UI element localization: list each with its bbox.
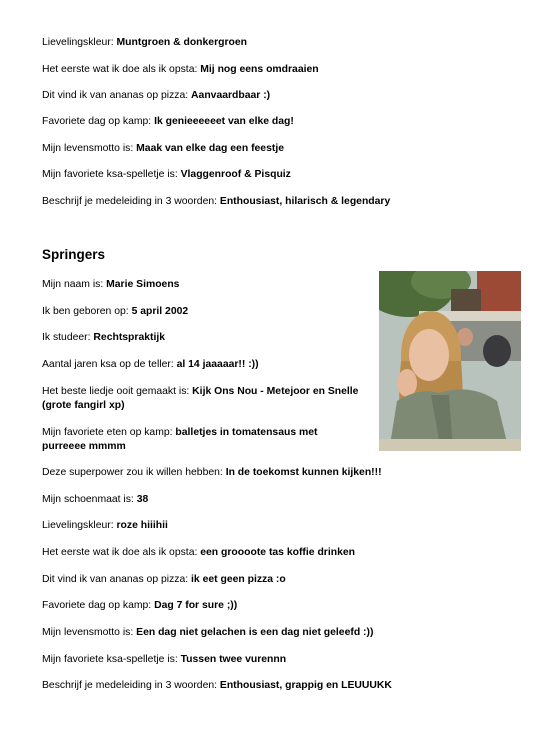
question: Mijn levensmotto is: (42, 627, 134, 638)
qa-line (42, 195, 390, 209)
answer: roze hiiihii (116, 520, 168, 531)
answer: Een dag niet gelachen is een dag niet geleefd :)) (136, 627, 374, 638)
question: Beschrijf je medeleiding in 3 woorden: (42, 680, 218, 691)
answer: Vlaggenroof & Pisquiz (180, 169, 291, 180)
qa-line (42, 573, 286, 587)
answer: Rechtspraktijk (93, 332, 166, 343)
question: Favoriete dag op kamp: (42, 116, 152, 127)
answer: ik eet geen pizza :o (191, 574, 286, 585)
qa-line (42, 679, 392, 693)
qa-line (42, 519, 168, 533)
question: Favoriete dag op kamp: (42, 600, 152, 611)
question: Mijn levensmotto is: (42, 143, 134, 154)
answer: Aanvaardbaar :) (191, 90, 271, 101)
answer: Ik genieeeeeet van elke dag! (154, 116, 294, 127)
question: Ik ben geboren op: (42, 306, 129, 317)
question: Mijn schoenmaat is: (42, 494, 134, 505)
profile-photo (379, 271, 521, 451)
answer: al 14 jaaaaar!! :)) (176, 359, 259, 370)
question: Aantal jaren ksa op de teller: (42, 359, 174, 370)
question: Mijn naam is: (42, 279, 104, 290)
answer: Mij nog eens omdraaien (200, 64, 319, 75)
qa-line (42, 115, 294, 129)
qa-line (42, 168, 291, 182)
question: Het beste liedje ooit gemaakt is: (42, 386, 190, 397)
answer: Maak van elke dag een feestje (136, 143, 284, 154)
qa-line (42, 599, 237, 613)
qa-line (42, 63, 319, 77)
answer: In de toekomst kunnen kijken!!! (225, 467, 382, 478)
answer: 38 (136, 494, 149, 505)
answer: een groooote tas koffie drinken (200, 547, 355, 558)
qa-line (42, 385, 360, 412)
question: Het eerste wat ik doe als ik opsta: (42, 547, 198, 558)
qa-line (42, 331, 165, 345)
question: Dit vind ik van ananas op pizza: (42, 90, 189, 101)
question: Beschrijf je medeleiding in 3 woorden: (42, 196, 218, 207)
answer: 5 april 2002 (131, 306, 189, 317)
answer: Tussen twee vurennn (180, 654, 287, 665)
qa-line (42, 466, 382, 480)
qa-line (42, 36, 247, 50)
question: Deze superpower zou ik willen hebben: (42, 467, 223, 478)
question: Mijn favoriete eten op kamp: (42, 427, 173, 438)
qa-line (42, 426, 348, 453)
qa-line (42, 305, 188, 319)
qa-line (42, 626, 373, 640)
answer: Marie Simoens (106, 279, 180, 290)
qa-line (42, 142, 284, 156)
answer: Enthousiast, grappig en LEUUUKK (219, 680, 392, 691)
question: Dit vind ik van ananas op pizza: (42, 574, 189, 585)
answer: Muntgroen & donkergroen (116, 37, 247, 48)
answer: balletjes in tomatensaus met purreeee mmmm (42, 427, 318, 452)
qa-line (42, 653, 286, 667)
qa-line (42, 493, 148, 507)
qa-line (42, 546, 355, 560)
answer: Enthousiast, hilarisch & legendary (219, 196, 391, 207)
answer: Kijk Ons Nou - Metejoor en Snelle (grote fangirl xp) (42, 386, 359, 411)
qa-line (42, 358, 259, 372)
question: Mijn favoriete ksa-spelletje is: (42, 169, 178, 180)
section-heading: Springers (42, 247, 106, 262)
qa-line (42, 89, 270, 103)
question: Het eerste wat ik doe als ik opsta: (42, 64, 198, 75)
question: Lievelingskleur: (42, 37, 114, 48)
question: Mijn favoriete ksa-spelletje is: (42, 654, 178, 665)
question: Ik studeer: (42, 332, 91, 343)
question: Lievelingskleur: (42, 520, 114, 531)
qa-line (42, 278, 179, 292)
answer: Dag 7 for sure ;)) (154, 600, 238, 611)
